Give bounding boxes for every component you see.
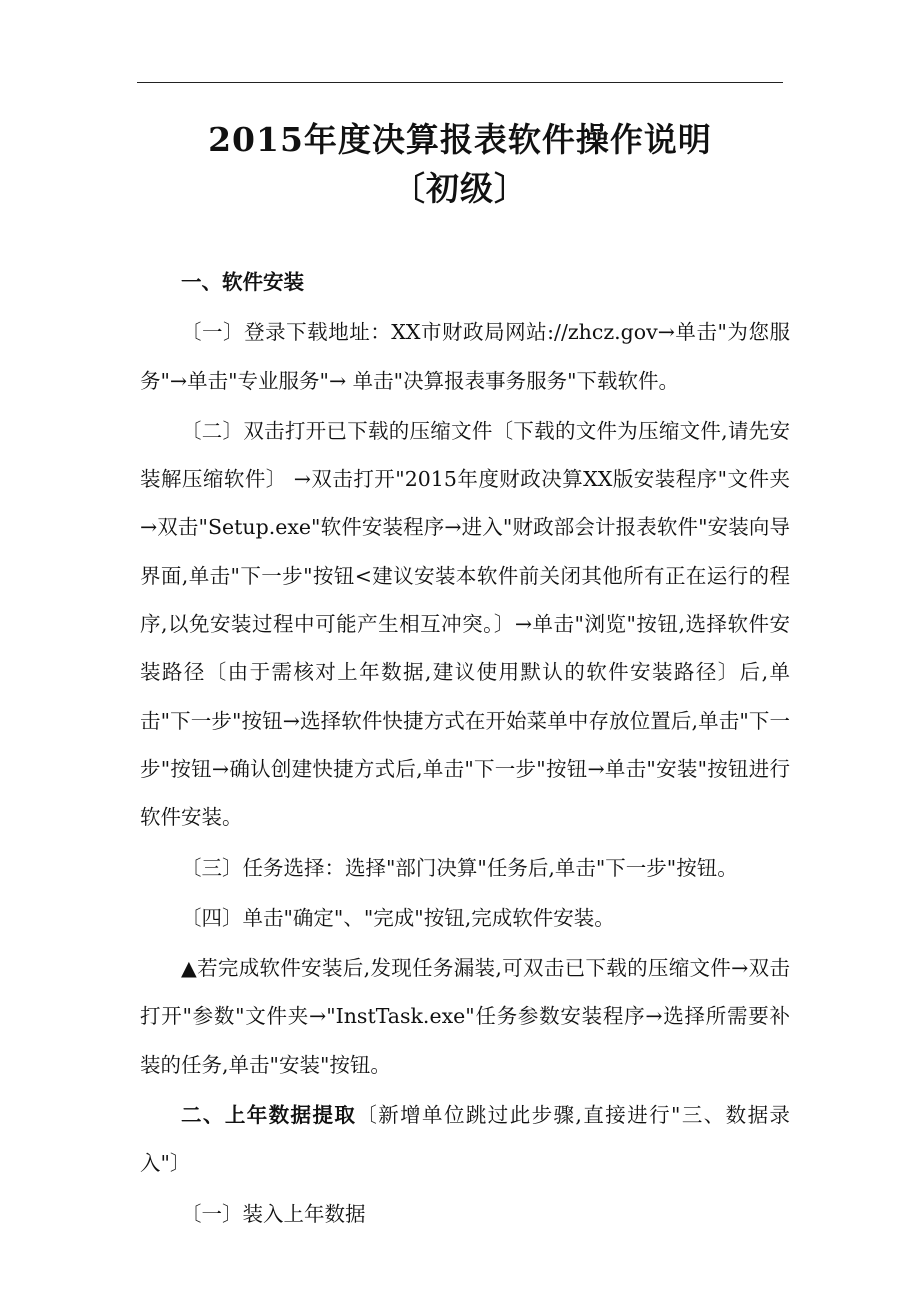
section-heading-prior-year-title: 二、上年数据提取 — [181, 1103, 357, 1128]
paragraph-note-missing-task: ▲若完成软件安装后,发现任务漏装,可双击已下载的压缩文件→双击打开"参数"文件夹→"InstTask.exe"任务参数安装程序→选择所需要补装的任务,单击"安装"按钮。 — [140, 956, 790, 1077]
section-heading-prior-year — [140, 1091, 790, 1188]
paragraph-task-select: 〔三〕任务选择：选择"部门决算"任务后,单击"下一步"按钮。 — [181, 855, 738, 880]
document-title: 2015年度决算报表软件操作说明 — [208, 120, 712, 159]
section-heading-prior-year-note: 〔新增单位跳过此步骤,直接进行"三、数据录入"〕 — [140, 1103, 791, 1176]
paragraph-install-steps: 〔二〕双击打开已下载的压缩文件〔下载的文件为压缩文件,请先安装解压缩软件〕 →双击打开"2015年度财政决算XX版安装程序"文件夹→双击"Setup.exe"软件安装程序→进入"财政部会计报表软件"安装向导界面,单击"下一步"按钮<建议安装本软件前关闭其他所有正在运行的程序,以免安装过程中可能产生相互冲突。〕→单击"浏览"按钮,选择软件安装路径〔由于需核对上年数据,建议使用默认的软件安装路径〕后,单击"下一步"按钮→选择软件快捷方式在开始菜单中存放位置后,单击"下一步"按钮→确认创建快捷方式后,单击"下一步"按钮→单击"安装"按钮进行软件安装。 — [140, 418, 790, 830]
section-heading-install: 一、软件安装 — [181, 270, 304, 294]
document-subtitle: 〔初级〕 — [392, 169, 528, 208]
paragraph-load-prior-year: 〔一〕装入上年数据 — [181, 1201, 366, 1226]
paragraph-finish: 〔四〕单击"确定"、"完成"按钮,完成软件安装。 — [181, 905, 615, 930]
paragraph-download: 〔一〕登录下载地址：XX市财政局网站://zhcz.gov→单击"为您服务"→单击"专业服务"→ 单击"决算报表事务服务"下载软件。 — [140, 320, 790, 393]
document-body — [140, 258, 790, 1238]
header-rule — [137, 82, 783, 83]
